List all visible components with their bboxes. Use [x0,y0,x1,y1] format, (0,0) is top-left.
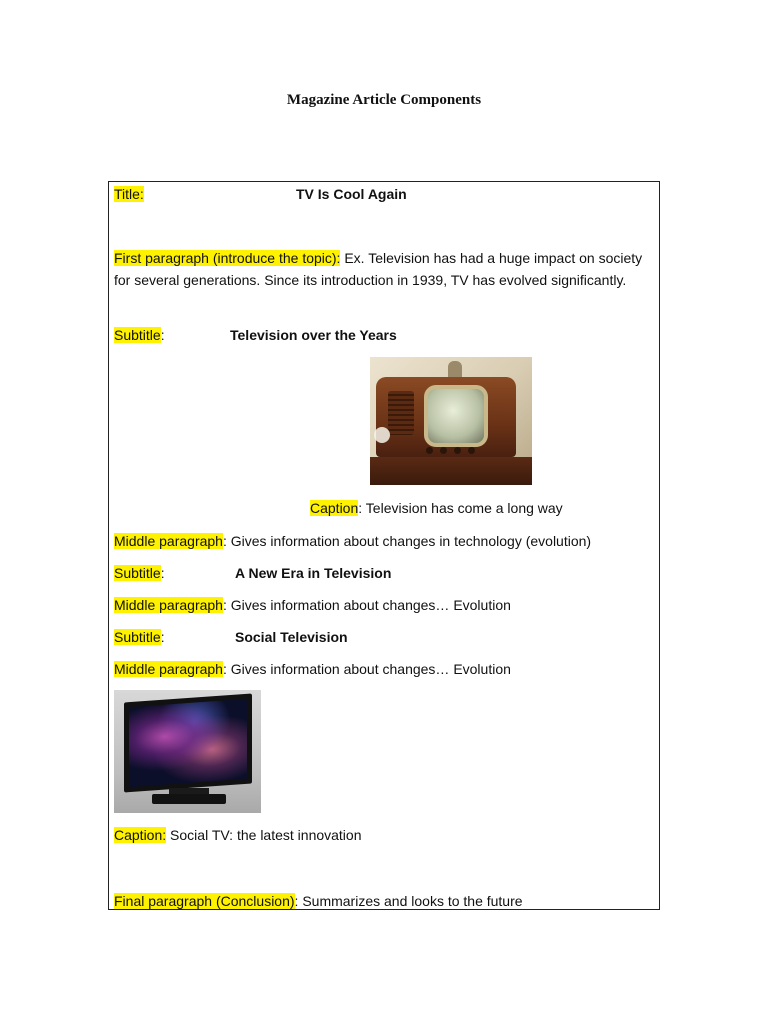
middle-paragraph-row-3 [114,658,511,680]
title-row [114,183,144,205]
subtitle-value-1: Television over the Years [230,327,397,343]
title-label: Title: [114,186,144,202]
subtitle-colon: : [160,629,165,645]
subtitle-row-1 [114,324,165,346]
subtitle-value-3: Social Television [235,629,348,645]
modern-tv-image [114,690,261,813]
components-table [108,181,660,910]
middle-paragraph-row-1 [114,530,591,552]
final-paragraph-row [114,890,523,912]
middle-paragraph-row-2 [114,594,511,616]
middle-paragraph-text: : Gives information about changes… Evolution [222,597,511,613]
subtitle-row-2 [114,562,165,584]
subtitle-label: Subtitle [114,629,161,645]
subtitle-label: Subtitle [114,565,161,581]
first-paragraph-row [114,247,649,291]
subtitle-value-2: A New Era in Television [235,565,392,581]
subtitle-colon: : [160,327,165,343]
subtitle-row-3 [114,626,165,648]
caption-label: Caption [310,500,359,516]
vintage-tv-image [370,357,532,485]
middle-paragraph-text: : Gives information about changes… Evolution [222,661,511,677]
subtitle-colon: : [160,565,165,581]
middle-paragraph-label: Middle paragraph [114,533,223,549]
caption-row-1 [310,497,563,519]
first-paragraph-label: First paragraph (introduce the topic): [114,250,341,266]
middle-paragraph-label: Middle paragraph [114,597,223,613]
caption-row-2 [114,824,362,846]
middle-paragraph-label: Middle paragraph [114,661,223,677]
caption-text: Social TV: the latest innovation [166,827,362,843]
caption-text: : Television has come a long way [358,500,563,516]
subtitle-label: Subtitle [114,327,161,343]
final-paragraph-text: : Summarizes and looks to the future [294,893,523,909]
final-paragraph-label: Final paragraph (Conclusion) [114,893,295,909]
middle-paragraph-text: : Gives information about changes in technology (evolution) [222,533,592,549]
document-title: Magazine Article Components [286,92,482,108]
first-paragraph-text: Ex. Television has had a huge impact on society for several generations. Since its introduction in 1939, TV has evolved significantly. [114,250,643,288]
article-title: TV Is Cool Again [296,186,407,202]
caption-label: Caption: [114,827,167,843]
